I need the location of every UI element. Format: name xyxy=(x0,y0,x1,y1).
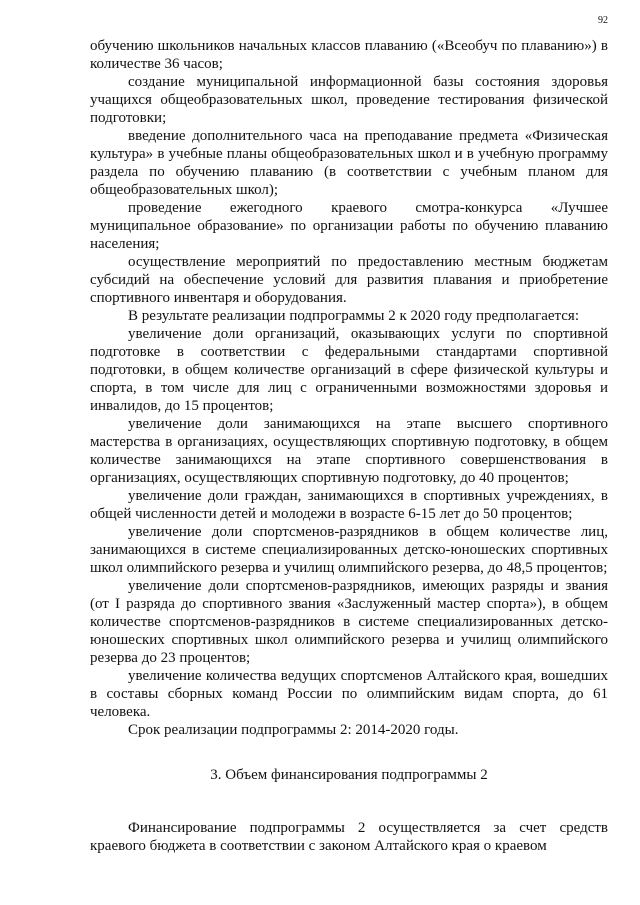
paragraph-financing: Финансирование подпрограммы 2 осуществляется за счет средств краевого бюджета в соответствии с законом Алтайского края о краевом xyxy=(90,820,608,854)
paragraph-result-organizations: увеличение доли организаций, оказывающих услуги по спортивной подготовке в соответствии с федеральными стандартами спортивной подготовки, в общем количестве организаций в сфере физической культуры и спорта, в том числе для лиц с ограниченными возможностями здоровья и инвалидов, до 15 процентов; xyxy=(90,326,608,414)
paragraph-regional-contest: проведение ежегодного краевого смотра-конкурса «Лучшее муниципальное образование» по организации работы по обучению плаванию населения; xyxy=(90,200,608,252)
paragraph-expected-results-intro: В результате реализации подпрограммы 2 к 2020 году предполагается: xyxy=(128,308,579,324)
paragraph-result-leading-athletes: увеличение количества ведущих спортсменов Алтайского края, вошедших в составы сборных команд России по олимпийским видам спорта, до 61 человека. xyxy=(90,668,608,720)
paragraph-result-titled-athletes: увеличение доли спортсменов-разрядников, имеющих разряды и звания (от I разряда до спортивного звания «Заслуженный мастер спорта»), в общем количестве спортсменов-разрядников в системе специализированных детско-юношеских спортивных школ олимпийского резерва и училищ олимпийского резерва до 23 процентов; xyxy=(90,578,608,666)
paragraph-subsidies: осуществление мероприятий по предоставлению местным бюджетам субсидий на обеспечение условий для развития плавания и приобретение спортивного инвентаря и оборудования. xyxy=(90,254,608,306)
paragraph-result-high-mastery: увеличение доли занимающихся на этапе высшего спортивного мастерства в организациях, осуществляющих спортивную подготовку, в общем количестве занимающихся на этапе спортивного совершенствования в организациях, осуществляющих спортивную подготовку, до 40 процентов; xyxy=(90,416,608,486)
paragraph-result-citizens: увеличение доли граждан, занимающихся в спортивных учреждениях, в общей численности детей и молодежи в возрасте 6-15 лет до 50 процентов; xyxy=(90,488,608,522)
paragraph-extra-pe-hour: введение дополнительного часа на преподавание предмета «Физическая культура» в учебные планы общеобразовательных школ и в учебную программу раздела по обучению плаванию (в соответствии с учебным планом для общеобразовательных школ); xyxy=(90,128,608,198)
page-number: 92 xyxy=(598,15,608,26)
paragraph-health-database: создание муниципальной информационной базы состояния здоровья учащихся общеобразовательных школ, проведение тестирования физической подготовки; xyxy=(90,74,608,126)
paragraph-swimming-training: обучению школьников начальных классов плаванию («Всеобуч по плаванию») в количестве 36 часов; xyxy=(90,38,608,72)
section-heading: 3. Объем финансирования подпрограммы 2 xyxy=(210,767,488,783)
paragraph-result-ranked-athletes: увеличение доли спортсменов-разрядников в общем количестве лиц, занимающихся в системе специализированных детско-юношеских спортивных школ олимпийского резерва и училищ олимпийского резерва, до 48,5 процентов; xyxy=(90,524,608,576)
paragraph-implementation-period: Срок реализации подпрограммы 2: 2014-2020 годы. xyxy=(128,722,459,738)
document-body xyxy=(90,37,608,855)
